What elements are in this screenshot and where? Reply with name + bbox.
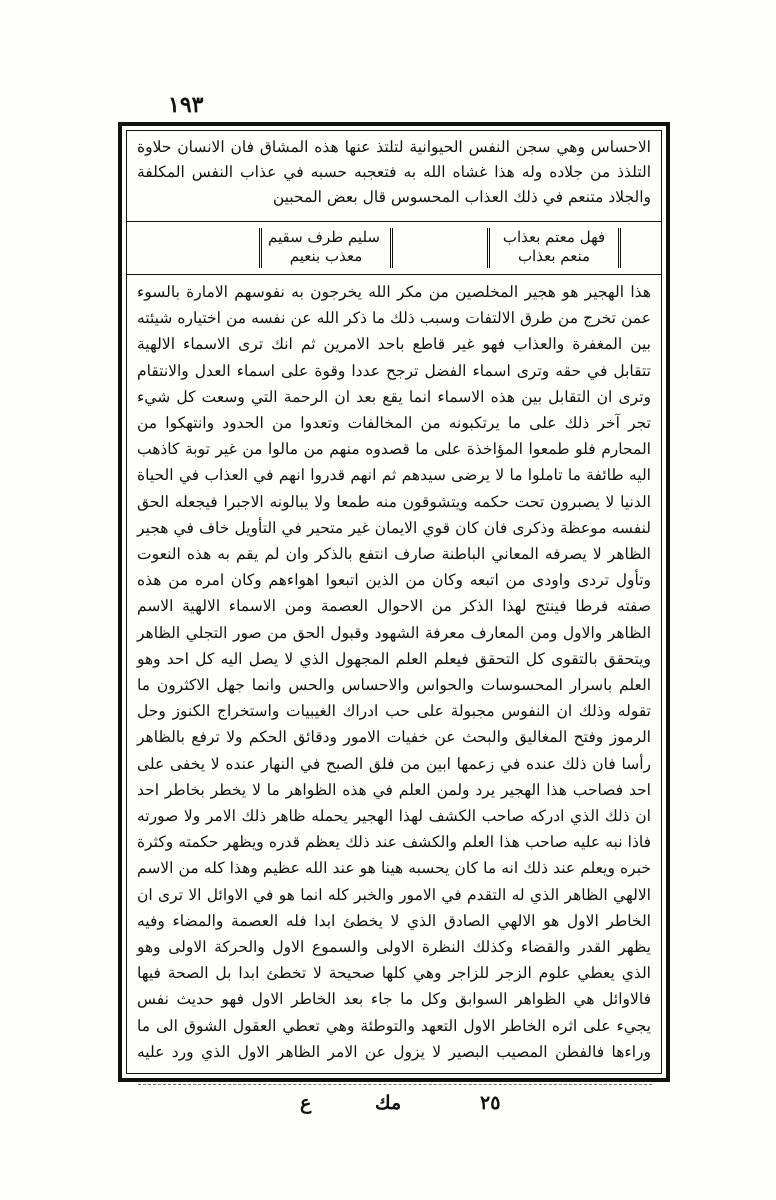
hemistich-left-line-2: معذب بنعيم (289, 247, 363, 265)
hemistich-left (259, 228, 393, 268)
hemistich-right-line-2: منعم بعذاب (517, 247, 591, 265)
hemistich-right-line-1: فهل معتم بعذاب (502, 228, 606, 246)
catchword-1: ع (300, 1092, 312, 1114)
hemistich-left-line-1: سليم طرف سقيم (267, 228, 380, 246)
poem-verse (127, 222, 661, 274)
intro-paragraph: الاحساس وهي سجن النفس الحيوانية لتلتذ عنها هذه المشاق فان الانسان حلاوة التلذذ من جلاده وله هذا غشاه الله به فتعجبه حسبه في عذاب النفس المكلفة والجلاد متنعم في ذلك العذاب المحسوس قال بعض المحبين (137, 138, 651, 206)
catchword-2: مك (375, 1092, 402, 1114)
catchwords-footer (130, 1084, 660, 1118)
catchword-3: ٢٥ (480, 1092, 501, 1114)
hemistich-right (487, 228, 621, 268)
page-number: ١٩٣ (168, 92, 204, 118)
text-frame (126, 130, 662, 1074)
main-text (127, 275, 661, 1069)
footer-dashed-rule (138, 1084, 652, 1085)
main-paragraph: هذا الهجير هو هجير المخلصين من مكر الله يخرجون به نفوسهم الامارة بالسوء عمن تخرج من طرق الالتفات وسبب ذلك ما ذكر الله عن نفسه من اختياره شيئته بين المغفرة والعذاب فهو غير قاطع باحد الامرين ثم انك ترى الاسماء الالهية تتقابل في حقه وترى اسماء الفضل ترجح عددا وقوة على اسماء العدل والانتقام وترى ان التقابل بين هذه الاسماء انما يقع بعد ان الرحمة التي وسعت كل شيء تجر آخر ذلك على ما يرتكبونه من المخالفات وتعدوا من الحدود وانتهكوا من المحارم فلو طمعوا المؤاخذة على ما قصدوه منهم من مالوا من غير توبة كاذهب اليه طائفة ما تاملوا ما لا يرضى سيدهم ثم انهم قدروا انهم في العذاب في الحياة الدنيا لا يصبرون تحت حكمه ويتشوقون منه طمعا ولا يبالونه الاجبرا فيجعله الحق لنفسه موعظة وذكرى فان كان قوي الايمان غير متحير في التأويل خاف في هجير الظاهر لا يصرفه المعاني الباطنة صارف انتفع بالذكر وان لم يقم به هذه النعوت وتأول تردى واودى من اتبعه وكان من الذين اتبعوا اهواءهم وكان امره من هذه صفته فرطا فينتج لهذا الذكر من الاحوال العصمة ومن الاسماء الالهية الاسم الظاهر والاول ومن المعارف معرفة الشهود وقبول الحق من صور التجلي الظاهر ويتحقق بالتقوى كل التحقق فيعلم العلم المجهول الذي لا يصل اليه كل احد وهو العلم باسرار المحسوسات والحواس والاحساس والحس وانما جهل الاكثرون ما تقوله وذلك ان النفوس مجبولة على حب ادراك الغيبيات واستخراج الكنوز وحل الرموز وفتح المغاليق والبحث عن خفيات الامور ودقائق الحكم ولا ترفع بالظاهر رأسا فان ذلك عنده في زعمها ابين من فلق الصبح في النهار عنده لا يخفى على احد فصاحب هذا الهجير يرد ولمن العلم في هذه الظواهر ما لا يخطر بخاطر احد ان ذلك الذي ادركه صاحب الكشف لهذا الهجير يحمله ظاهر ذلك الامر ولا صورته فاذا نبه عليه صاحب هذا العلم والكشف عند ذلك يعظم قدره ويظهر حكمته وكثرة خبره ويعلم عند ذلك انه ما كان يحسبه هينا هو عند الله عظيم وهذا كله من الاسم الالهي الظاهر الذي له التقدم في الامور والخبر كله انما هو في الاوائل الا ترى ان الخاطر الاول هو الالهي الصادق الذي لا يخطئ ابدا فله العصمة والمضاء وفيه يظهر القدر والقضاء وكذلك النظرة الاولى والسموع الاول والحركة الاولى وهو الذي يعطي علوم الزجر للزاجر وهي كلها صحيحة لا تخطئ ابدا بل الصحة فيها فالاوائل هي الظواهر السوابق وكل ما جاء بعد الخاطر الاول فهو حديث نفس يجيء على اثره الخاطر الاول التعهد والتوطئة وهي تعطي العقول الشوق الى ما وراءها فالفطن المصيب البصير لا يزول عن الامر الظاهر الاول الذي ورد عليه (137, 283, 652, 1061)
